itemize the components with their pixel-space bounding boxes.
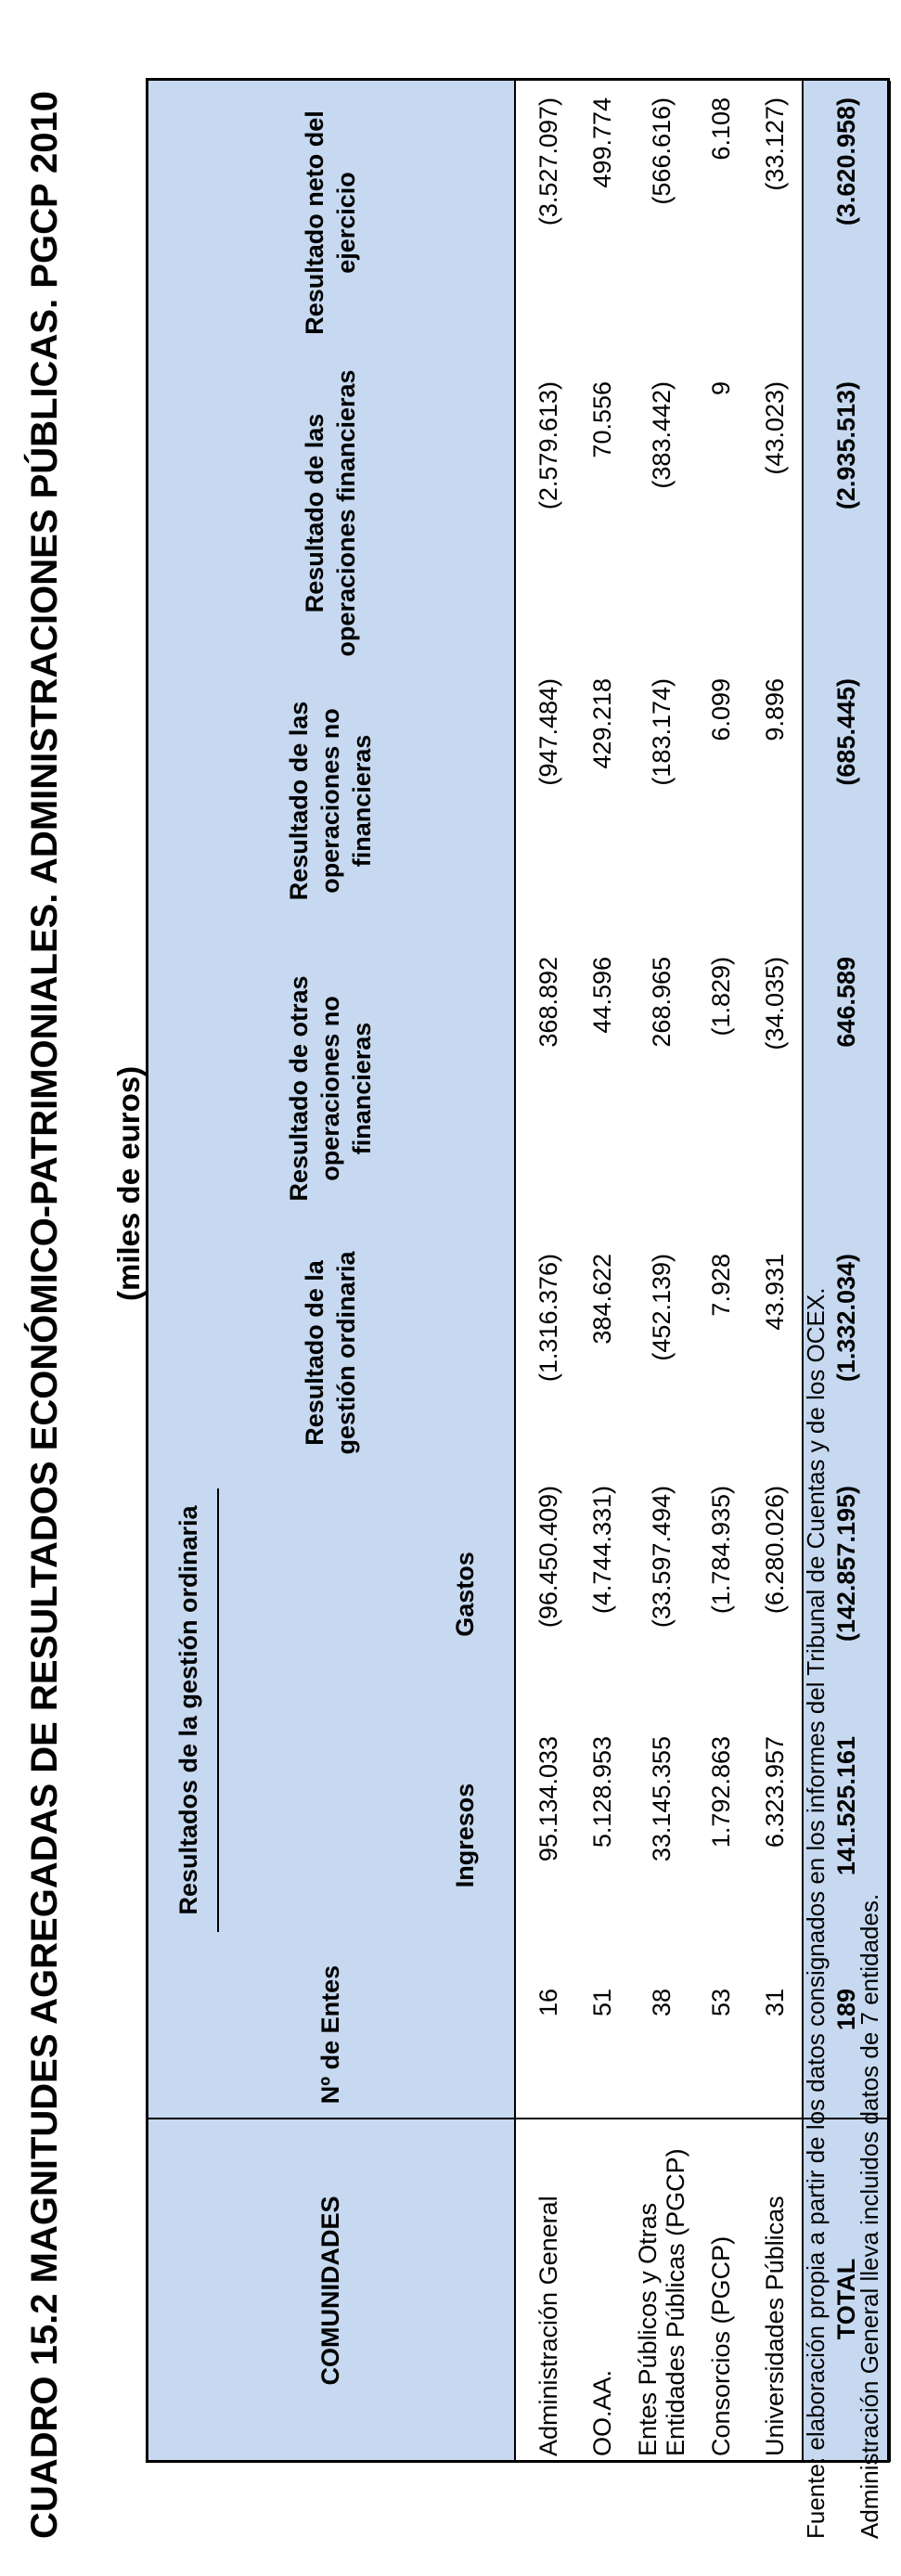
- cell-res-neto: 499.774: [588, 97, 616, 188]
- cell-res-neto: (33.127): [761, 97, 789, 191]
- cell-res-no-fin: (685.445): [803, 662, 890, 940]
- cell-res-otras: (34.035): [761, 956, 789, 1050]
- header-group-label: Resultados de la gestión ordinaria: [173, 1488, 219, 1932]
- cell-ingresos: 33.145.355: [648, 1736, 676, 1862]
- header-num-entes: Nº de Entes: [147, 1951, 515, 2119]
- cell-num-entes: 53: [707, 1989, 735, 2017]
- cell-res-no-fin: (183.174): [648, 677, 676, 786]
- header-gastos: Gastos: [322, 1469, 515, 1719]
- cell-res-fin: 70.556: [588, 380, 616, 458]
- cell-res-no-fin: 9.896: [761, 677, 789, 741]
- cell-gastos: (142.857.195): [803, 1469, 890, 1719]
- cell-gastos: (6.280.026): [761, 1485, 789, 1615]
- total-label: TOTAL: [803, 2119, 890, 2462]
- cell-res-otras: 646.589: [803, 940, 890, 1237]
- cell-res-otras: 368.892: [515, 940, 575, 1237]
- cell-res-otras: (1.829): [707, 956, 735, 1037]
- cell-num-entes: 31: [761, 1989, 789, 2017]
- row-name: Entes Públicos y Otras Entidades Públicas (PGCP): [629, 2119, 694, 2462]
- header-res-fin: Resultado de las operaciones financieras: [147, 365, 515, 662]
- cell-res-otras: 268.965: [648, 956, 676, 1048]
- cell-ingresos: 95.134.033: [515, 1719, 575, 1951]
- table-body: [515, 81, 890, 2462]
- cell-res-gestion: 7.928: [707, 1253, 735, 1317]
- cell-gastos: (1.784.935): [707, 1485, 735, 1615]
- footnote-source: Fuente: elaboración propia a partir de los datos consignados en los informes del Tribunal de Cuentas y de los OCEX.: [802, 1287, 830, 2539]
- cell-gastos: (96.450.409): [515, 1469, 575, 1719]
- cell-res-gestion: 384.622: [588, 1253, 616, 1345]
- cell-res-gestion: 43.931: [761, 1253, 789, 1331]
- cell-res-gestion: (1.316.376): [515, 1237, 575, 1469]
- footnote-note: Administración General lleva incluidos datos de 7 entidades.: [856, 1893, 883, 2539]
- cell-gastos: (33.597.494): [648, 1485, 676, 1629]
- cell-res-neto: (3.620.958): [803, 81, 890, 365]
- table-title: CUADRO 15.2 MAGNITUDES AGREGADAS DE RESULTADOS ECONÓMICO-PATRIMONIALES. ADMINISTRACIONES PÚBLICAS. PGCP 2010: [24, 90, 65, 2539]
- row-name: Universidades Públicas: [748, 2119, 803, 2462]
- results-table: [147, 81, 891, 2462]
- table-row: [694, 81, 748, 2462]
- table-row: [629, 81, 694, 2462]
- cell-res-no-fin: 6.099: [707, 677, 735, 741]
- header-group-gestion: [147, 1469, 322, 1951]
- cell-gastos: (4.744.331): [588, 1485, 616, 1615]
- table-row: [515, 81, 575, 2462]
- cell-num-entes: 38: [648, 1989, 676, 2017]
- header-ingresos: Ingresos: [322, 1719, 515, 1951]
- units-subtitle: (miles de euros): [111, 1065, 146, 1301]
- cell-res-fin: (43.023): [761, 380, 789, 475]
- cell-res-neto: (566.616): [648, 97, 676, 205]
- table-header: [147, 81, 515, 2462]
- cell-res-fin: (2.935.513): [803, 365, 890, 662]
- header-res-otras: Resultado de otras operaciones no financieras: [147, 940, 515, 1237]
- cell-res-fin: (2.579.613): [515, 365, 575, 662]
- cell-res-fin: (383.442): [648, 380, 676, 489]
- cell-ingresos: 1.792.863: [707, 1736, 735, 1848]
- row-name: OO.AA.: [575, 2119, 629, 2462]
- cell-num-entes: 189: [803, 1951, 890, 2119]
- cell-num-entes: 51: [588, 1989, 616, 2017]
- table-row: [748, 81, 803, 2462]
- row-name: Administración General: [515, 2119, 575, 2462]
- header-res-no-fin: Resultado de las operaciones no financieras: [147, 662, 515, 940]
- cell-res-otras: 44.596: [588, 956, 616, 1034]
- cell-ingresos: 141.525.161: [803, 1719, 890, 1951]
- header-comunidades: COMUNIDADES: [147, 2119, 515, 2462]
- cell-res-fin: 9: [707, 380, 735, 396]
- cell-res-gestion: (452.139): [648, 1253, 676, 1361]
- cell-ingresos: 6.323.957: [761, 1736, 789, 1848]
- cell-res-neto: 6.108: [707, 97, 735, 161]
- cell-res-no-fin: (947.484): [515, 662, 575, 940]
- table-row: [575, 81, 629, 2462]
- header-res-neto: Resultado neto del ejercicio: [147, 81, 515, 365]
- row-name: Consorcios (PGCP): [694, 2119, 748, 2462]
- cell-ingresos: 5.128.953: [588, 1736, 616, 1848]
- cell-num-entes: 16: [515, 1951, 575, 2119]
- cell-res-neto: (3.527.097): [515, 81, 575, 365]
- cell-res-gestion: (1.332.034): [803, 1237, 890, 1469]
- header-res-gestion: Resultado de la gestión ordinaria: [147, 1237, 515, 1469]
- cell-res-no-fin: 429.218: [588, 677, 616, 769]
